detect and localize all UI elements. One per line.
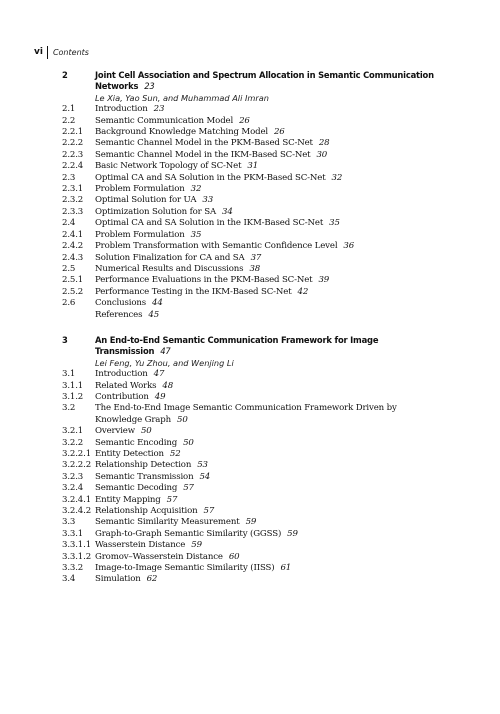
section-title: Problem Transformation with Semantic Confidence Level (95, 241, 338, 252)
toc-entry[interactable] (62, 574, 442, 585)
section-title: Graph-to-Graph Semantic Similarity (GGSS) (95, 528, 282, 539)
toc-entry[interactable] (62, 540, 442, 551)
toc-entry[interactable] (62, 381, 442, 392)
toc-entry[interactable] (62, 275, 442, 286)
toc-entry[interactable] (62, 517, 442, 528)
chapter-number: 3 (62, 334, 68, 345)
toc-entry[interactable] (62, 104, 442, 115)
section-page: 61 (280, 563, 292, 574)
toc-entry[interactable] (62, 495, 442, 506)
section-number: 2.4.2 (62, 241, 84, 252)
section-page: 28 (318, 138, 330, 149)
section-number: 2.5.2 (62, 286, 84, 297)
section-number: 2.1 (62, 104, 76, 115)
section-title: Semantic Channel Model in the PKM-Based SC-Net (95, 138, 313, 149)
section-page: 48 (162, 380, 174, 391)
section-page: 42 (297, 286, 309, 297)
section-page: 59 (191, 540, 202, 551)
section-number: 3.2.2 (62, 437, 84, 448)
section-number: 2.2.4 (62, 161, 84, 172)
section-page: 23 (153, 104, 165, 115)
section-number: 3.1.2 (62, 391, 84, 402)
running-title: Contents (52, 48, 89, 57)
toc-entry[interactable] (62, 392, 442, 403)
section-number: 2.4 (62, 218, 76, 229)
section-number: 3.3.2 (62, 563, 84, 574)
toc-entry[interactable] (62, 369, 442, 380)
section-page: 59 (287, 528, 298, 539)
section-title: Related Works (95, 380, 157, 391)
section-title: Problem Formulation (95, 229, 185, 240)
section-number: 2.4.3 (62, 252, 84, 263)
section-title: Semantic Communication Model (95, 115, 234, 126)
section-title: Performance Evaluations in the PKM-Based SC-Net (95, 275, 313, 286)
section-title: Semantic Similarity Measurement (95, 517, 240, 528)
toc-entry[interactable] (62, 449, 442, 460)
section-number: 3.2.3 (62, 471, 84, 482)
chapter-authors: Lei Feng, Yu Zhou, and Wenjing Li (95, 357, 234, 368)
section-page: 38 (249, 263, 261, 274)
toc-entry[interactable] (62, 184, 442, 195)
section-page: 45 (148, 309, 160, 320)
section-page: 57 (203, 506, 215, 517)
section-number: 3.2.4 (62, 483, 84, 494)
chapter-heading[interactable] (62, 335, 442, 358)
section-number: 2.2.2 (62, 138, 84, 149)
section-page: 57 (183, 483, 194, 494)
section-title: Overview (95, 426, 135, 437)
section-title: Problem Formulation (95, 184, 185, 195)
section-page: 57 (166, 494, 178, 505)
chapter-number: 2 (62, 70, 68, 80)
section-page: 34 (222, 206, 233, 217)
toc-entry[interactable] (62, 161, 442, 172)
section-title: Performance Testing in the IKM-Based SC-Net (95, 286, 292, 297)
table-of-contents (62, 70, 442, 600)
section-page: 32 (190, 184, 202, 195)
section-number: 2.2 (62, 115, 76, 126)
section-title: Optimization Solution for SA (95, 206, 217, 217)
toc-entry[interactable] (62, 241, 442, 252)
toc-entry[interactable] (62, 173, 442, 184)
page-number: vi (34, 46, 48, 59)
section-page: 52 (169, 449, 181, 459)
section-number: 3.3.1.2 (62, 551, 92, 562)
toc-entry[interactable] (62, 207, 442, 218)
section-page: 30 (316, 149, 328, 160)
toc-entry[interactable] (62, 310, 442, 321)
section-title: The End-to-End Image Semantic Communication Framework Driven by Knowledge Graph (95, 403, 397, 425)
chapter-authors: Le Xia, Yao Sun, and Muhammad Ali Imran (95, 92, 269, 103)
section-title: Contribution (95, 391, 149, 402)
section-page: 39 (318, 275, 330, 286)
section-title: Numerical Results and Discussions (95, 263, 244, 274)
section-title: Introduction (95, 369, 148, 380)
section-number: 2.6 (62, 298, 76, 309)
section-page: 54 (199, 471, 211, 482)
section-title: Semantic Channel Model in the IKM-Based SC-Net (95, 149, 311, 160)
chapter-block (62, 335, 442, 586)
section-title: Relationship Acquisition (95, 506, 198, 517)
toc-entry[interactable] (62, 426, 442, 437)
section-page: 35 (190, 229, 202, 240)
section-number: 2.2.3 (62, 149, 84, 160)
toc-entry[interactable] (62, 460, 442, 471)
section-number: 3.3.1.1 (62, 540, 92, 551)
section-page: 35 (329, 218, 340, 229)
section-number: 2.3.2 (62, 195, 84, 206)
section-number: 2.3.1 (62, 184, 84, 195)
section-page: 33 (202, 195, 214, 206)
section-number: 3.2.2.2 (62, 460, 92, 471)
toc-entry[interactable] (62, 298, 442, 309)
section-title: Gromov–Wasserstein Distance (95, 551, 223, 562)
chapter-title: An End-to-End Semantic Communication Framework for Image Transmission (95, 334, 379, 357)
toc-entry[interactable] (62, 230, 442, 241)
section-page: 50 (177, 414, 188, 425)
chapter-page: 47 (160, 346, 171, 357)
section-page: 37 (250, 252, 262, 263)
section-number: 2.3.3 (62, 206, 84, 217)
section-title: Conclusions (95, 298, 147, 309)
section-number: 3.2.1 (62, 426, 84, 437)
section-page: 26 (239, 115, 250, 126)
section-title: Basic Network Topology of SC-Net (95, 161, 242, 172)
toc-entry[interactable] (62, 253, 442, 264)
chapter-title: Joint Cell Association and Spectrum Allocation in Semantic Communication Networks (95, 70, 434, 92)
toc-entry[interactable] (62, 150, 442, 161)
section-title: Simulation (95, 574, 141, 585)
section-page: 26 (273, 127, 285, 138)
toc-entry[interactable] (62, 552, 442, 563)
section-title: Solution Finalization for CA and SA (95, 252, 245, 263)
running-header (34, 46, 89, 59)
toc-entry[interactable] (62, 403, 442, 426)
toc-entry[interactable] (62, 563, 442, 574)
section-title: Entity Detection (95, 449, 164, 459)
toc-entry[interactable] (62, 438, 442, 449)
section-page: 47 (153, 369, 165, 380)
section-number: 3.3 (62, 517, 76, 528)
section-title: Background Knowledge Matching Model (95, 127, 268, 138)
toc-entry[interactable] (62, 138, 442, 149)
section-number: 3.2.4.1 (62, 494, 92, 505)
section-title: Image-to-Image Semantic Similarity (IISS) (95, 563, 275, 574)
section-page: 31 (247, 161, 259, 172)
chapter-page: 23 (144, 81, 155, 92)
section-number: 3.1 (62, 369, 76, 380)
section-number: 3.4 (62, 574, 76, 585)
section-title: Entity Mapping (95, 494, 161, 505)
section-number: 3.3.1 (62, 528, 84, 539)
section-title: Wasserstein Distance (95, 540, 186, 551)
section-title: Optimal CA and SA Solution in the IKM-Based SC-Net (95, 218, 324, 229)
toc-entry[interactable] (62, 483, 442, 494)
section-title: Optimal Solution for UA (95, 195, 197, 206)
toc-entry[interactable] (62, 116, 442, 127)
section-number: 2.3 (62, 172, 76, 183)
toc-entry[interactable] (62, 127, 442, 138)
section-page: 44 (152, 298, 163, 309)
section-title: Semantic Transmission (95, 471, 194, 482)
section-number: 3.1.1 (62, 380, 84, 391)
toc-entry[interactable] (62, 218, 442, 229)
section-page: 50 (140, 426, 152, 437)
section-title: Semantic Decoding (95, 483, 178, 494)
section-page: 32 (331, 172, 343, 183)
section-number: 2.5 (62, 263, 76, 274)
toc-entry[interactable] (62, 195, 442, 206)
toc-entry[interactable] (62, 264, 442, 275)
section-page: 62 (146, 574, 158, 585)
section-page: 49 (154, 391, 166, 402)
section-title: Relationship Detection (95, 460, 192, 471)
section-page: 36 (343, 241, 355, 252)
toc-entry[interactable] (62, 472, 442, 483)
section-page: 60 (228, 551, 240, 562)
section-title: References (95, 309, 143, 320)
chapter-block (62, 70, 442, 321)
section-number: 3.2.2.1 (62, 449, 92, 459)
section-number: 2.2.1 (62, 127, 84, 138)
section-title: Semantic Encoding (95, 437, 178, 448)
section-page: 59 (245, 517, 257, 528)
section-title: Optimal CA and SA Solution in the PKM-Based SC-Net (95, 172, 326, 183)
section-page: 50 (183, 437, 194, 448)
toc-entry[interactable] (62, 529, 442, 540)
section-title: Introduction (95, 104, 148, 115)
section-page: 53 (197, 460, 208, 471)
toc-entry[interactable] (62, 287, 442, 298)
section-number: 2.5.1 (62, 275, 84, 286)
section-number: 2.4.1 (62, 229, 84, 240)
section-number: 3.2 (62, 403, 76, 414)
chapter-heading[interactable] (62, 70, 442, 93)
section-number: 3.2.4.2 (62, 506, 92, 517)
toc-entry[interactable] (62, 506, 442, 517)
